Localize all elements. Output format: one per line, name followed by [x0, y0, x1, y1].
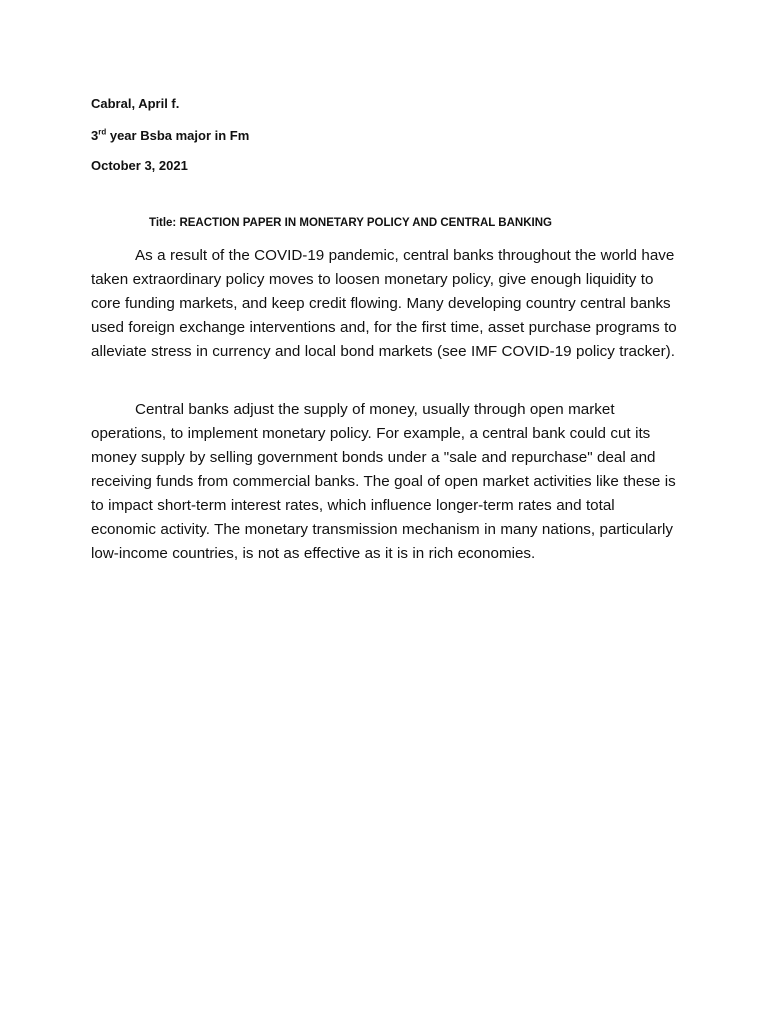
author-name: Cabral, April f.: [91, 96, 180, 111]
body-paragraph-2: Central banks adjust the supply of money, usually through open market operations, to implement monetary policy. For example, a central bank could cut its money supply by selling government bonds under a "sale and repurchase" deal and receiving funds from commercial banks. The goal of open market activities like these is to impact short-term interest rates, which influence longer-term rates and total economic activity. The monetary transmission mechanism in many nations, particularly low-income countries, is not as effective as it is in rich economies.: [91, 401, 676, 562]
body-paragraph-1: As a result of the COVID-19 pandemic, central banks throughout the world have taken extraordinary policy moves to loosen monetary policy, give enough liquidity to core funding markets, and keep credit flowing. Many developing country central banks used foreign exchange interventions and, for the first time, asset purchase programs to alleviate stress in currency and local bond markets (see IMF COVID-19 policy tracker).: [91, 247, 677, 360]
document-date: October 3, 2021: [91, 158, 188, 173]
student-year-line: [91, 128, 249, 144]
paper-title: Title: REACTION PAPER IN MONETARY POLICY AND CENTRAL BANKING: [149, 217, 552, 229]
year-ordinal-suffix: rd: [98, 127, 107, 137]
year-program: year Bsba major in Fm: [106, 128, 250, 143]
year-number: 3: [91, 128, 99, 143]
